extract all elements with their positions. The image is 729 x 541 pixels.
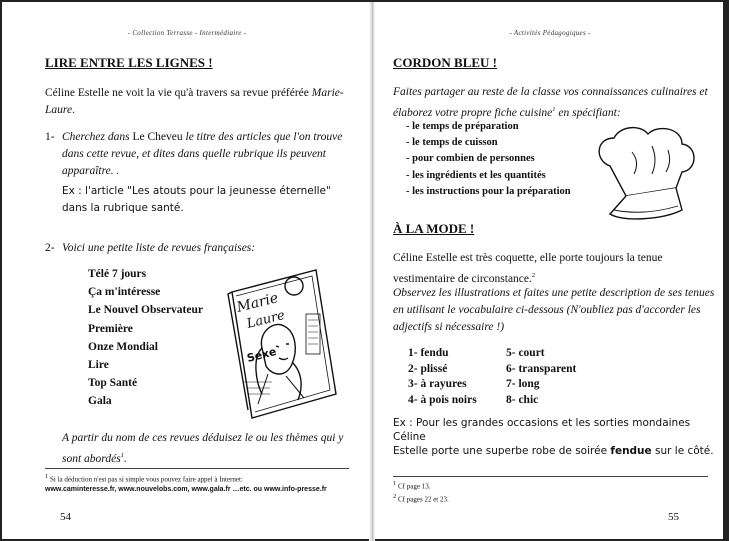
question-2-text: Voici une petite liste de revues françaises: (62, 242, 256, 254)
question-2-number: 2- (45, 242, 55, 254)
running-head-left: - Collection Terrasse - Intermédiaire - (127, 29, 247, 37)
magazine-item: Le Nouvel Observateur (88, 304, 203, 317)
heading-lire-entre-les-lignes: LIRE ENTRE LES LIGNES ! (45, 55, 213, 70)
vocab-item: 4- à pois noirs (408, 393, 477, 406)
vocab-item: 2- plissé (408, 362, 448, 375)
footnotes-right (393, 479, 449, 505)
cover-title-line-1: Marie (235, 290, 280, 316)
magazine-list (88, 265, 203, 411)
cordon-bleu-intro-text: Faites partager au reste de la classe vos connaissances culinaires et élaborez votre propre fiche cuisine (393, 86, 708, 119)
intro-end: . (72, 104, 75, 116)
vocab-item: 6- transparent (506, 362, 577, 375)
cordon-bleu-intro (393, 84, 715, 122)
example-2-text: Estelle porte une superbe robe de soirée (393, 445, 611, 457)
q1-magazine: Le Cheveu (132, 131, 183, 143)
intro-paragraph (45, 85, 347, 119)
question-1-number: 1- (45, 131, 55, 143)
recipe-bullets (406, 119, 571, 200)
closing-paragraph (62, 430, 352, 468)
a-la-mode-footnote-ref: 2 (531, 272, 536, 279)
footnote-right-number: 1 (393, 480, 397, 487)
recipe-bullet-item: - le temps de préparation (406, 121, 519, 132)
a-la-mode-paragraph-2: Observez les illustrations et faites une petite description de ses tenues en utilisant le vocabulaire ci-dessous (N'oubliez pas d'accorder les adjectifs si nécessaire !) (393, 287, 715, 333)
q1-part-a: Cherchez dans (62, 131, 130, 143)
closing-footnote-ref: 1 (120, 452, 124, 459)
chef-hat-illustration (592, 126, 700, 226)
closing-end: . (123, 452, 127, 465)
footnote-left-links: www.caminteresse.fr, www.nouvelobs.com, www.gala.fr …etc. ou www.info-presse.fr (45, 485, 327, 493)
vocab-item: 8- chic (506, 393, 539, 406)
a-la-mode-paragraph-1 (393, 250, 715, 288)
example-2-line-2: Céline (393, 431, 426, 443)
magazine-item: Ça m'intéresse (88, 286, 161, 299)
heading-a-la-mode: À LA MODE ! (393, 221, 475, 236)
magazine-item: Onze Mondial (88, 340, 158, 353)
recipe-bullet-item: - les instructions pour la préparation (406, 185, 571, 197)
question-1-text (62, 129, 350, 180)
running-head-right: - Activités Pédagogiques - (509, 29, 591, 37)
left-page (8, 2, 366, 541)
page-number-left: 54 (60, 511, 71, 523)
example-1-line-1: Ex : l'article "Les atouts pour la jeunesse éternelle" (62, 185, 331, 197)
cover-title-line-2: Laure (245, 307, 287, 332)
magazine-item: Gala (88, 395, 112, 408)
footnote-rule-right (393, 476, 708, 477)
footnote-right-text: Cf pages 22 et 23. (396, 495, 449, 504)
footnote-right-number: 2 (393, 492, 397, 500)
magazine-item: Première (88, 322, 133, 335)
example-2-end: sur le côté. (651, 445, 714, 457)
example-1 (62, 183, 362, 217)
footnote-left-text: Si la déduction n'est pas si simple vous pouvez faire appel à Internet: (48, 475, 243, 484)
right-page (380, 2, 720, 541)
vocab-item: 1- fendu (408, 347, 449, 359)
vocab-column-2 (506, 346, 576, 408)
footnote-right-text: Cf page 13. (396, 482, 431, 491)
magazine-item: Lire (88, 359, 109, 372)
example-2-keyword: fendue (610, 445, 652, 457)
footnote-left-number: 1 (45, 473, 49, 480)
cordon-bleu-intro-end: en spécifiant: (555, 106, 621, 119)
footnote-left (45, 472, 349, 494)
intro-magazine-title: Marie-Laure (45, 87, 344, 116)
book-gutter (369, 2, 375, 541)
vocab-item: 3- à rayures (408, 378, 467, 390)
footnote-rule-left (45, 468, 349, 469)
vocab-column-1 (408, 346, 477, 408)
page-number-right: 55 (668, 511, 679, 523)
vocab-item: 7- long (506, 378, 540, 390)
cover-headline: Sexe (245, 345, 278, 365)
recipe-bullet-item: - pour combien de personnes (406, 153, 535, 165)
magazine-cover-illustration (218, 262, 346, 422)
heading-cordon-bleu: CORDON BLEU ! (393, 55, 498, 70)
footnote-right-item (393, 492, 449, 505)
recipe-bullet-item: - le temps de cuisson (406, 137, 498, 149)
a-la-mode-text-1: Céline Estelle est très coquette, elle porte toujours la tenue vestimentaire de circonstance. (393, 252, 663, 285)
magazine-item: Télé 7 jours (88, 268, 147, 280)
q1-part-c: le titre des articles que l'on trouve dans cette revue, et dites dans quelle rubrique ils peuvent apparaître. . (62, 131, 343, 177)
example-2-line-3 (393, 444, 718, 458)
example-2 (393, 416, 718, 458)
example-2-line-1: Ex : Pour les grandes occasions et les sorties mondaines (393, 417, 691, 429)
cordon-bleu-footnote-ref: 1 (552, 106, 556, 113)
example-1-line-2: dans la rubrique santé. (62, 202, 184, 214)
page-edge (723, 2, 727, 541)
closing-text: A partir du nom de ces revues déduisez le ou les thèmes qui y sont abordés (62, 432, 344, 465)
vocab-item: 5- court (506, 347, 545, 359)
recipe-bullet-item: - les ingrédients et les quantités (406, 169, 546, 181)
intro-text: Céline Estelle ne voit la vie qu'à travers sa revue préférée (45, 87, 312, 99)
magazine-item: Top Santé (88, 377, 138, 390)
footnote-right-item (393, 479, 449, 492)
